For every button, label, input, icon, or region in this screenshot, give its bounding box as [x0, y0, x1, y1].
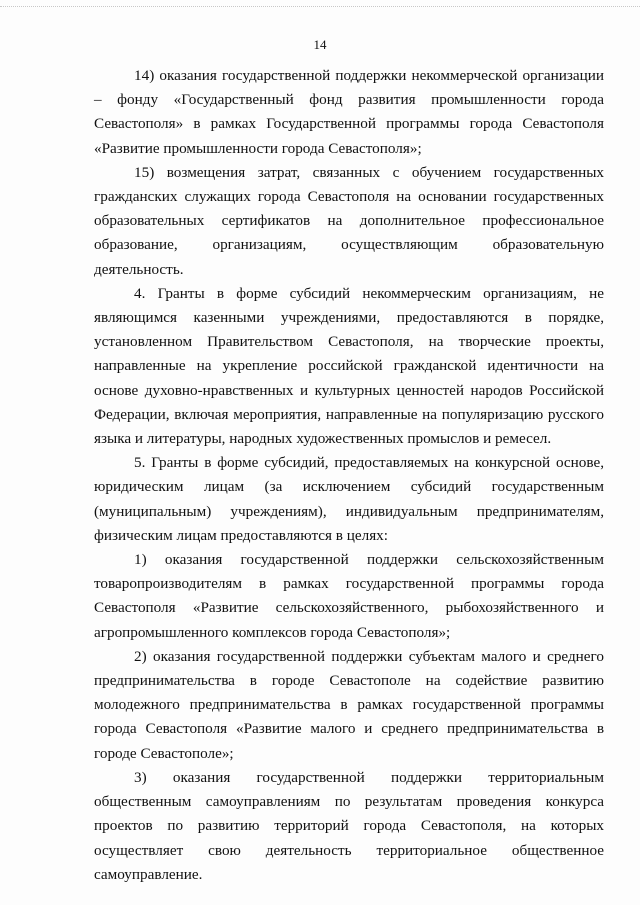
scan-edge [0, 0, 640, 7]
paragraph-item-14: 14) оказания государственной поддержки некоммерческой организации – фонду «Государственный фонд развития промышленности города Севастополя» в рамках Государственной программы города Севастополя «Развитие промышленности города Севастополя»; [94, 67, 604, 157]
paragraph-item-3: 3) оказания государственной поддержки территориальным общественным самоуправлениям по результатам проведения конкурса проектов по развитию территорий города Севастополя, на которых осуществляет свою деятельность территориальное общественное самоуправление. [94, 768, 604, 883]
paragraph-section-4: 4. Гранты в форме субсидий некоммерческим организациям, не являющимся казенными учреждениями, предоставляются в порядке, установленном Правительством Севастополя, на творческие проекты, направленные на укрепление российской гражданской идентичности на основе духовно-нравственных и культурных ценностей народов Российской Федерации, включая мероприятия, направленные на популяризацию русского языка и литературы, народных художественных промыслов и ремесел. [94, 284, 604, 448]
document-body [94, 64, 604, 887]
paragraph-item-2: 2) оказания государственной поддержки субъектам малого и среднего предпринимательства в городе Севастополе на содействие развитию молодежного предпринимательства в рамках государственной программы города Севастополя «Развитие малого и среднего предпринимательства в городе Севастополе»; [94, 647, 604, 762]
paragraph-section-5: 5. Гранты в форме субсидий, предоставляемых на конкурсной основе, юридическим лицам (за исключением субсидий государственным (муниципальным) учреждениям), индивидуальным предпринимателям, физическим лицам предоставляются в целях: [94, 454, 604, 544]
page-number: 14 [313, 37, 327, 52]
paragraph-item-15: 15) возмещения затрат, связанных с обучением государственных гражданских служащих города Севастополя на основании государственных образовательных сертификатов на дополнительное профессиональное образование, организациям, осуществляющим образовательную деятельность. [94, 163, 604, 278]
paragraph-item-1: 1) оказания государственной поддержки сельскохозяйственным товаропроизводителям в рамках государственной программы города Севастополя «Развитие сельскохозяйственного, рыбохозяйственного и агропромышленного комплексов города Севастополя»; [94, 551, 604, 641]
